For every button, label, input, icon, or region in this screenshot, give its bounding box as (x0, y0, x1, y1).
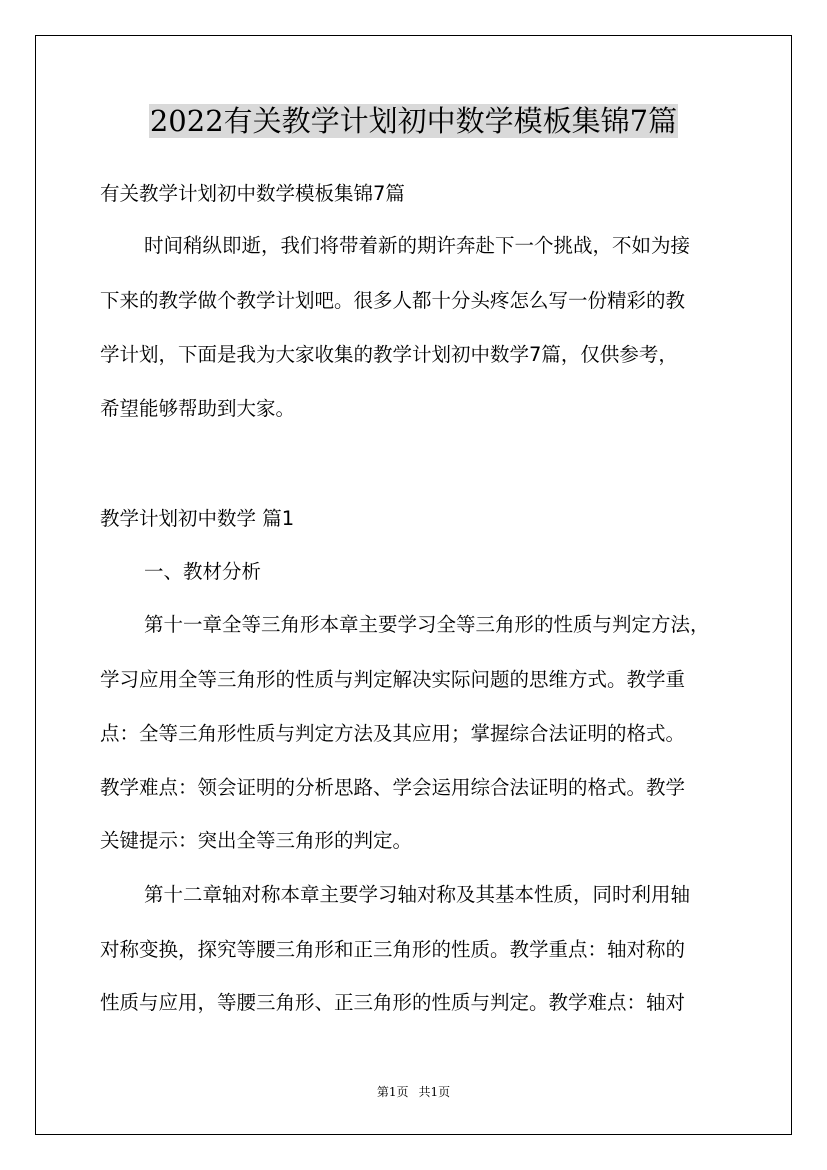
subheading: 一、教材分析 (144, 560, 262, 583)
paragraph1-line-1: 第十一章全等三角形本章主要学习全等三角形的性质与判定方法， (144, 613, 710, 636)
page-total: 共1页 (418, 1085, 451, 1099)
paragraph1-line-2: 学习应用全等三角形的性质与判定解决实际问题的思维方式。教学重 (100, 668, 686, 691)
paragraph1-line-4: 教学难点：领会证明的分析思路、学会运用综合法证明的格式。教学 (100, 776, 686, 799)
page-footer (0, 1083, 827, 1100)
intro-line-3: 学计划，下面是我为大家收集的教学计划初中数学7篇，仅供参考， (100, 343, 678, 366)
document-title (0, 100, 827, 142)
paragraph2-line-2: 对称变换，探究等腰三角形和正三角形的性质。教学重点：轴对称的 (100, 938, 686, 961)
document-title-text: 2022有关教学计划初中数学模板集锦7篇 (149, 104, 678, 138)
document-subtitle: 有关教学计划初中数学模板集锦7篇 (100, 182, 405, 205)
paragraph1-line-3: 点：全等三角形性质与判定方法及其应用；掌握综合法证明的格式。 (100, 722, 686, 745)
section-heading: 教学计划初中数学 篇1 (100, 507, 295, 530)
intro-line-4: 希望能够帮助到大家。 (100, 397, 296, 420)
page-number: 第1页 (376, 1085, 409, 1099)
paragraph1-line-5: 关键提示：突出全等三角形的判定。 (100, 829, 413, 852)
intro-line-2: 下来的教学做个教学计划吧。很多人都十分头疼怎么写一份精彩的教 (100, 289, 686, 312)
intro-line-1: 时间稍纵即逝，我们将带着新的期许奔赴下一个挑战，不如为接 (144, 234, 691, 257)
paragraph2-line-3: 性质与应用，等腰三角形、正三角形的性质与判定。教学难点：轴对 (100, 991, 686, 1014)
paragraph2-line-1: 第十二章轴对称本章主要学习轴对称及其基本性质，同时利用轴 (144, 883, 691, 906)
